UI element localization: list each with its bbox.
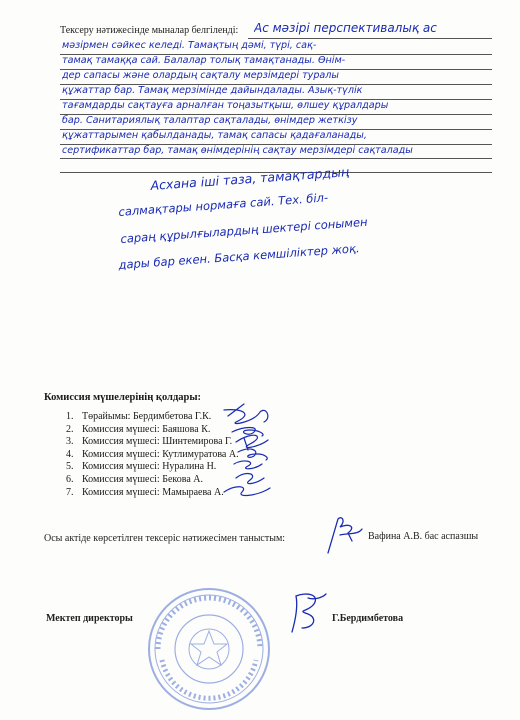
rule-1	[248, 38, 492, 39]
signature-mark	[284, 588, 330, 636]
result-label: Тексеру нәтижесінде мыналар белгіленді:	[60, 25, 239, 36]
handwritten-line: сертификаттар бар, тамақ өнімдерінің сақтау мерзімдері сақталады	[62, 145, 413, 156]
director-label: Мектеп директоры	[46, 613, 133, 624]
list-item: 4. Комиссия мүшесі: Кутлимуратова А.	[66, 448, 239, 460]
list-item: 5. Комиссия мүшесі: Нуралина Н.	[66, 461, 217, 473]
signature-mark	[214, 400, 284, 500]
handwritten-line: бар. Санитариялық талаптар сақталады, өнімдер жеткізу	[62, 115, 358, 126]
handwritten-line: құжаттарымен қабылданады, тамақ сапасы қадағаланады,	[62, 130, 367, 141]
handwritten-line: Ас мәзірі перспективалық ас	[254, 21, 437, 35]
list-item: 1. Төрайымы: Бердимбетова Г.К.	[66, 411, 212, 422]
acquaint-name: Вафина А.В. бас аспазшы	[368, 531, 479, 542]
conclusion-line: сараң құрылғылардың шектері сонымен	[120, 214, 368, 246]
handwritten-line: құжаттар бар. Тамақ мерзімінде дайындалады. Азық-түлік	[62, 85, 363, 96]
signature-mark	[322, 513, 366, 561]
commission-members-list	[66, 411, 239, 499]
director-name: Г.Бердимбетова	[332, 613, 404, 624]
list-item: 7. Комиссия мүшесі: Мамыраева А.	[66, 486, 224, 498]
conclusion-line: Асхана іші таза, тамақтардың	[150, 164, 350, 193]
list-item: 6. Комиссия мүшесі: Бекова А.	[66, 473, 203, 485]
list-item: 2. Комиссия мүшесі: Баяшова К.	[66, 423, 211, 435]
commission-heading: Комиссия мүшелерінің қолдары:	[44, 392, 202, 403]
conclusion-line: дары бар екен. Басқа кемшіліктер жоқ.	[118, 241, 360, 272]
handwritten-line: тамақ тамаққа сай. Балалар толық тамақтанады. Өнім-	[62, 55, 346, 66]
list-item: 3. Комиссия мүшесі: Шинтемирова Г.	[66, 436, 233, 448]
handwritten-line: тағамдарды сақтауға арналған тоңазытқыш, өлшеу құралдары	[62, 100, 389, 111]
handwritten-line: дер сапасы және олардың сақталу мерзімдері туралы	[62, 70, 340, 81]
official-round-stamp	[146, 586, 272, 712]
rule-9	[60, 158, 492, 159]
conclusion-line: салмақтары нормаға сай. Тех. біл-	[118, 190, 329, 219]
acquaint-label: Осы актіде көрсетілген тексеріс нәтижесімен таныстым:	[44, 533, 286, 544]
handwritten-line: мәзірмен сәйкес келеді. Тамақтың дәмі, түрі, сақ-	[62, 40, 317, 51]
